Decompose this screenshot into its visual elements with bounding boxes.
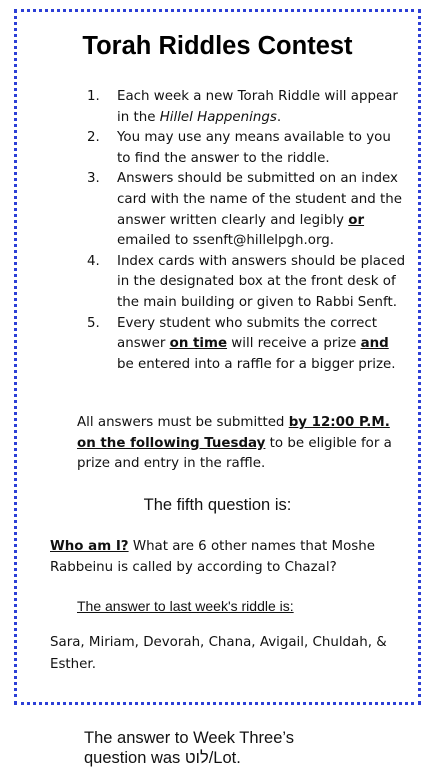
question-text: What are 6 other names that Moshe Rabbeinu is called by according to Chazal? xyxy=(50,539,375,575)
page-title: Torah Riddles Contest xyxy=(82,32,353,60)
rule-text-end: be entered into a raffle for a bigger prize. xyxy=(117,356,396,372)
rule-item xyxy=(87,252,407,314)
rule-text-end: . xyxy=(276,109,282,125)
rule-number: 2. xyxy=(87,130,100,146)
footer-note xyxy=(84,728,384,768)
rule-number: 3. xyxy=(87,171,100,187)
hebrew-answer: לוט xyxy=(184,749,209,767)
rule-number: 1. xyxy=(87,89,100,104)
rule-item xyxy=(87,169,407,251)
riddle-question xyxy=(50,536,410,578)
rule-text-end: emailed to ssenft@hillelpgh.org. xyxy=(117,233,334,249)
publication-name: Hillel Happenings xyxy=(159,109,277,125)
rule-text: You may use any means available to you to find the answer to the riddle. xyxy=(117,130,391,166)
rule-item xyxy=(87,87,407,128)
rule-item xyxy=(87,314,407,376)
emphasis-and: and xyxy=(360,336,389,352)
deadline-notice xyxy=(77,413,397,475)
question-label: Who am I? xyxy=(50,539,129,554)
footer-text-end: /Lot. xyxy=(208,749,241,767)
rule-number: 4. xyxy=(87,253,100,269)
rule-number: 5. xyxy=(87,315,100,331)
contest-card xyxy=(14,9,421,705)
rule-text: Answers should be submitted on an index card with the name of the student and the answer written clearly and legibly xyxy=(117,171,402,228)
last-week-answer: Sara, Miriam, Devorah, Chana, Avigail, Chuldah, & Esther. xyxy=(50,635,387,672)
deadline-text: All answers must be submitted xyxy=(77,415,289,430)
question-heading: The fifth question is: xyxy=(143,496,292,514)
deadline-time: by 12:00 P.M. on the following Tuesday xyxy=(77,415,390,451)
rule-text: Index cards with answers should be placed in the designated box at the front desk of the main building or given to Rabbi Senft. xyxy=(117,253,406,310)
rules-list xyxy=(87,87,407,375)
footer-line-1: The answer to Week Three’s xyxy=(84,729,295,747)
rule-item xyxy=(87,128,407,169)
emphasis-or: or xyxy=(348,212,365,228)
last-week-label: The answer to last week's riddle is: xyxy=(77,598,294,614)
footer-text: question was xyxy=(84,749,185,767)
rule-text-mid: will receive a prize xyxy=(227,336,361,352)
footer-line-2 xyxy=(84,748,384,768)
deadline-text-end: to be eligible for a prize and entry in the raffle. xyxy=(77,435,392,472)
rule-text: Every student who submits the correct answer xyxy=(117,315,377,352)
emphasis-on-time: on time xyxy=(169,336,228,352)
rule-text: Each week a new Torah Riddle will appear in the xyxy=(117,89,398,125)
